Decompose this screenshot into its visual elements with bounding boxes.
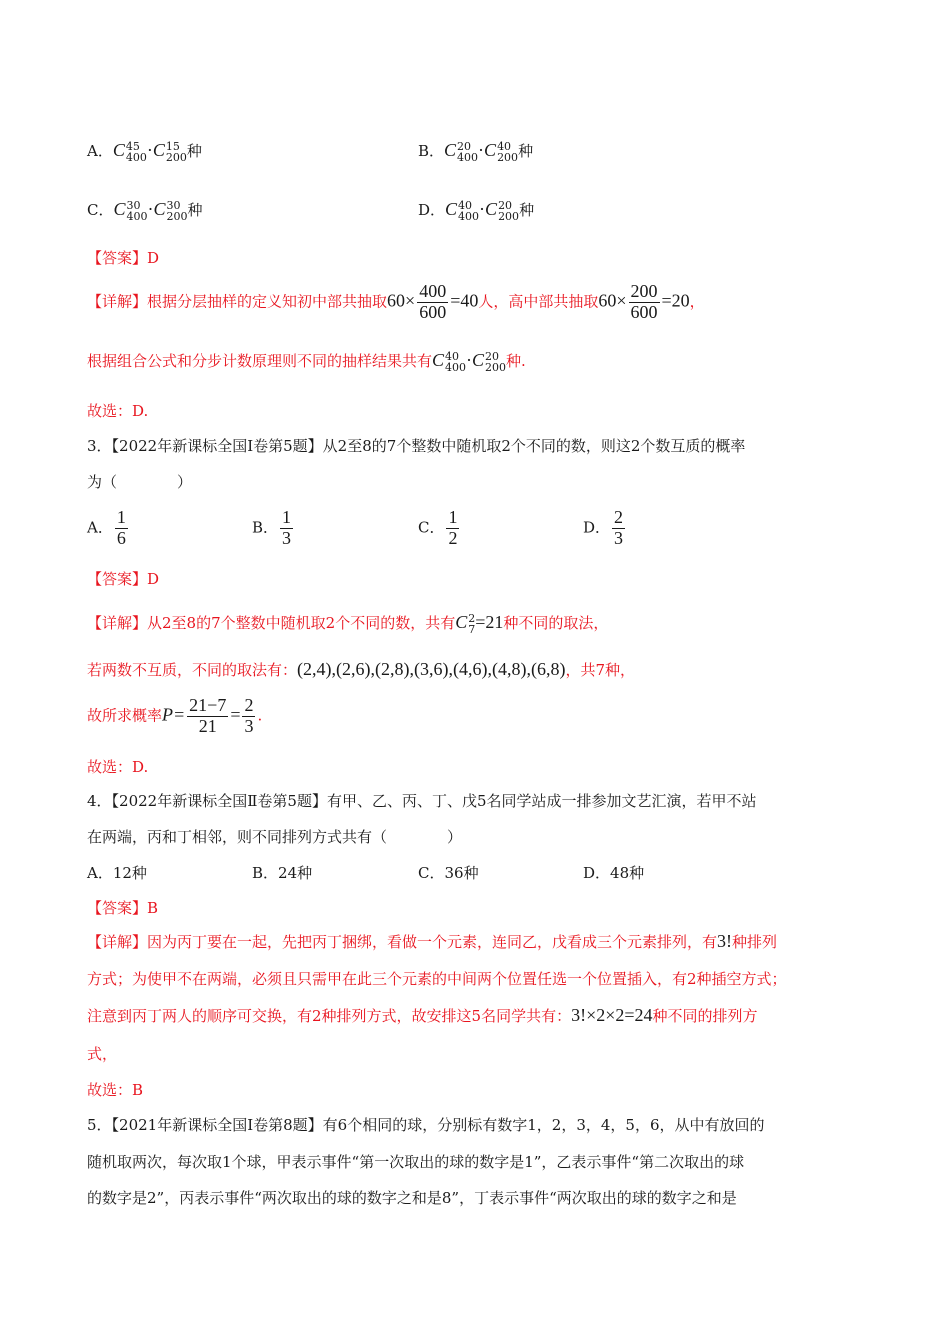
- q2-detail-line2: 根据组合公式和分步计数原理则不同的抽样结果共有C 40 400 ·C 20 200 种.: [87, 350, 526, 374]
- q2-answer: 【答案】D: [87, 249, 160, 267]
- q2-detail-line1: 【详解】根据分层抽样的定义知初中部共抽取60× $\frac{400}{600}$ =40人，高中部共抽取60× $\frac{200}{600}$ =20，: [87, 281, 705, 322]
- q4-conclusion: 故选：B: [87, 1081, 144, 1099]
- q4-detail-line2: 方式；为使甲不在两端，必须且只需甲在此三个元素的中间两个位置任选一个位置插入，有2种插空方式；: [87, 970, 787, 988]
- q4-option-d: D．48种: [583, 864, 645, 882]
- q2-fraction-1: $\frac{400}{600}$: [419, 281, 447, 322]
- q3-detail-line2: 若两数不互质，不同的取法有：(2,4),(2,6),(2,8),(3,6),(4,6),(4,8),(6,8)，共7种，: [87, 659, 635, 679]
- q3-stem-line1: 3．【2022年新课标全国Ⅰ卷第5题】从2至8的7个整数中随机取2个不同的数，则这2个数互质的概率: [87, 437, 746, 455]
- q2-fraction-2: $\frac{200}{600}$: [630, 281, 658, 322]
- q4-option-c: C．36种: [418, 864, 479, 882]
- q4-stem-line1: 4．【2022年新课标全国Ⅱ卷第5题】有甲、乙、丙、丁、戊5名同学站成一排参加文艺汇演，若甲不站: [87, 792, 757, 810]
- q3-detail-line1: 【详解】从2至8的7个整数中随机取2个不同的数，共有C 2 7 =21种不同的取法，: [87, 612, 609, 636]
- q5-stem-line2: 随机取两次，每次取1个球，甲表示事件“第一次取出的球的数字是1”，乙表示事件“第二次取出的球: [87, 1153, 745, 1171]
- q3-detail-line3: 故所求概率P= $\frac{21-7}{21}$ = $\frac{2}{3}$ .: [87, 695, 263, 736]
- q2-option-a: A．C 45 400 ·C 15 200 种: [87, 140, 202, 164]
- q4-detail-line4: 式，: [87, 1045, 118, 1063]
- q4-option-b: B．24种: [252, 864, 313, 882]
- q3-pairs: (2,4),(2,6),(2,8),(3,6),(4,6),(4,8),(6,8): [297, 659, 566, 679]
- q4-detail-line3: 注意到丙丁两人的顺序可交换，有2种排列方式，故安排这5名同学共有：3!×2×2=24种不同的排列方: [87, 1005, 758, 1025]
- q3-option-d: D． $\frac{2}{3}$: [583, 507, 624, 548]
- q3-option-b: B． $\frac{1}{3}$: [252, 507, 292, 548]
- q3-option-c: C． $\frac{1}{2}$: [418, 507, 458, 548]
- q2-option-c: C．C 30 400 ·C 30 200 种: [87, 199, 203, 223]
- q4-option-a: A．12种: [87, 864, 147, 882]
- q3-answer: 【答案】D: [87, 570, 160, 588]
- q4-detail-line1: 【详解】因为丙丁要在一起，先把丙丁捆绑，看做一个元素，连同乙，戊看成三个元素排列，有3!种排列: [87, 931, 778, 951]
- q5-stem-line3: 的数字是2”，丙表示事件“两次取出的球的数字之和是8”，丁表示事件“两次取出的球的数字之和是: [87, 1189, 737, 1207]
- q2-option-d: D．C 40 400 ·C 20 200 种: [418, 199, 535, 223]
- q3-conclusion: 故选：D.: [87, 758, 149, 776]
- q3-option-a: A． $\frac{1}{6}$: [87, 507, 126, 548]
- q3-stem-line2: 为（ ）: [87, 473, 193, 491]
- q4-answer: 【答案】B: [87, 899, 159, 917]
- q2-option-b: B．C 20 400 ·C 40 200 种: [418, 140, 534, 164]
- q5-stem-line1: 5．【2021年新课标全国Ⅰ卷第8题】有6个相同的球，分别标有数字1，2，3，4，5，6，从中有放回的: [87, 1116, 765, 1134]
- q4-stem-line2: 在两端，丙和丁相邻，则不同排列方式共有（ ）: [87, 828, 463, 846]
- q2-conclusion: 故选：D.: [87, 402, 149, 420]
